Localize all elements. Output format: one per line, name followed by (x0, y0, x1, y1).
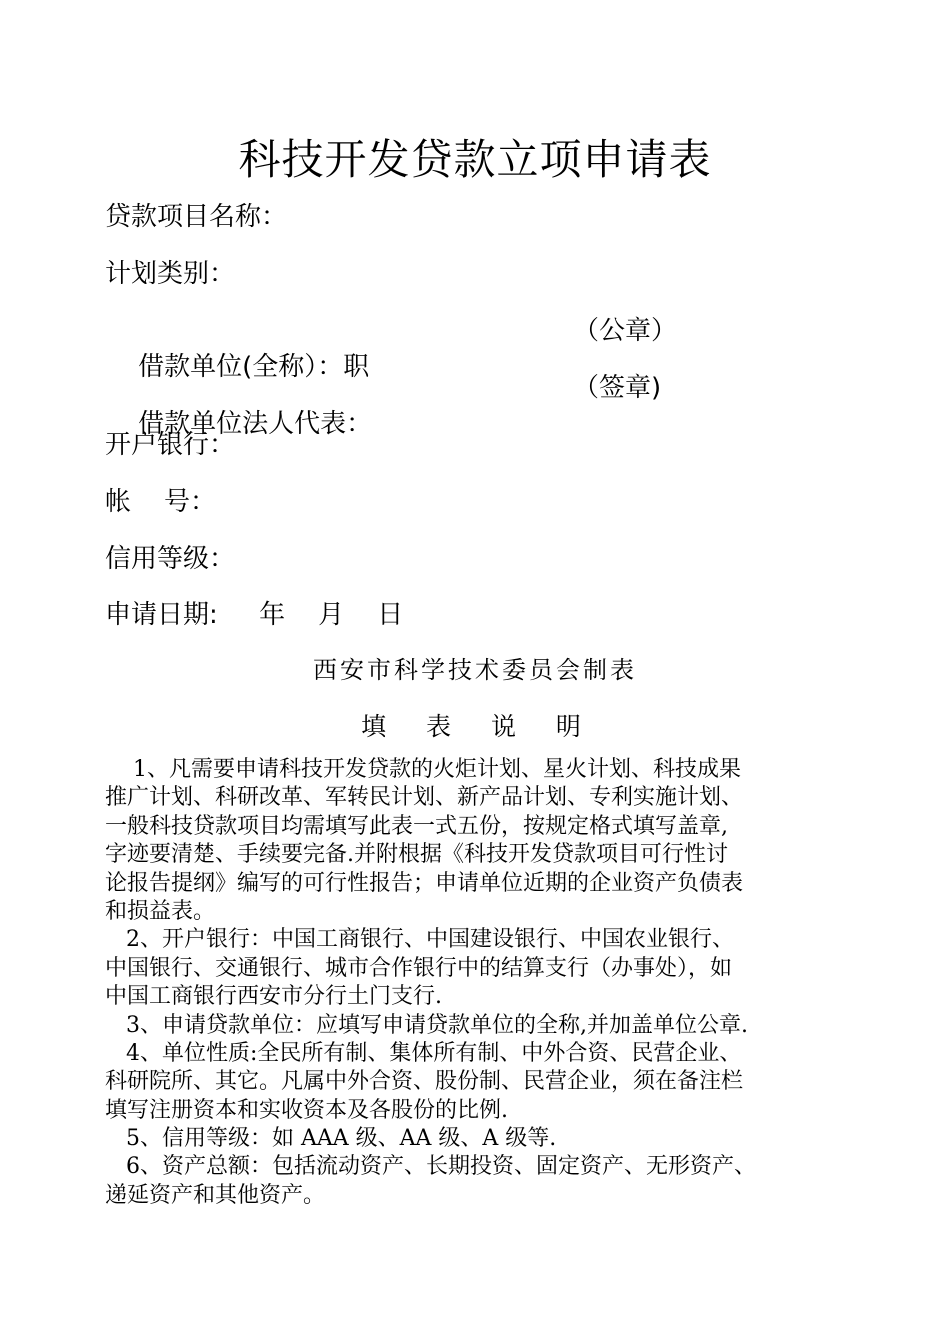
instructions-line: 论报告提纲》编写的可行性报告；申请单位近期的企业资产负债表 (105, 870, 744, 896)
instructions-line: 2、开户银行：中国工商银行、中国建设银行、中国农业银行、 (105, 927, 734, 953)
field-project-name: 贷款项目名称： (105, 202, 288, 232)
instructions-line: 3、申请贷款单位：应填写申请贷款单位的全称,并加盖单位公章. (105, 1012, 748, 1038)
instructions-line: 科研院所、其它。凡属中外合资、股份制、民营企业，须在备注栏 (105, 1069, 744, 1095)
instructions-line: 字迹要清楚、手续要完备.并附根据《科技开发贷款项目可行性讨 (105, 842, 728, 868)
field-legal-rep-label: 借款单位法人代表： (138, 409, 373, 439)
instructions-line: 1、凡需要申请科技开发贷款的火炬计划、星火计划、科技成果 (105, 757, 741, 782)
instructions-line: 中国银行、交通银行、城市合作银行中的结算支行（办事处），如 (105, 955, 733, 981)
instructions-line: 6、资产总额：包括流动资产、长期投资、固定资产、无形资产、 (105, 1154, 756, 1180)
issuer-line: 西安市科学技术委员会制表 (313, 656, 637, 684)
signature-seal-label: （签章) (573, 373, 662, 403)
instructions-line: 和损益表。 (105, 898, 216, 924)
field-plan-category: 计划类别： (105, 259, 236, 289)
instructions-line: 中国工商银行西安市分行土门支行. (105, 984, 442, 1010)
instructions-body (105, 756, 865, 1210)
instructions-line: 递延资产和其他资产。 (105, 1182, 326, 1208)
form-title: 科技开发贷款立项申请表 (238, 135, 712, 184)
instructions-line: 推广计划、科研改革、军转民计划、新产品计划、专利实施计划、 (105, 785, 744, 811)
field-borrower-label: 借款单位(全称）：职 (138, 352, 370, 382)
field-apply-date: 申请日期: 年 月 日 (105, 600, 404, 630)
instructions-line: 填写注册资本和实收资本及各股份的比例. (105, 1097, 508, 1123)
official-seal-label: （公章） (573, 316, 678, 346)
field-bank: 开户银行： (105, 430, 236, 460)
instructions-line: 一般科技贷款项目均需填写此表一式五份，按规定格式填写盖章, (105, 813, 728, 839)
instructions-line: 4、单位性质:全民所有制、集体所有制、中外合资、民营企业、 (105, 1040, 742, 1066)
instructions-line: 5、信用等级：如 AAA 级、AA 级、A 级等. (105, 1126, 557, 1152)
field-credit-rating: 信用等级： (105, 544, 236, 574)
instructions-heading: 填 表 说 明 (361, 712, 597, 741)
field-account: 帐 号： (105, 487, 217, 517)
